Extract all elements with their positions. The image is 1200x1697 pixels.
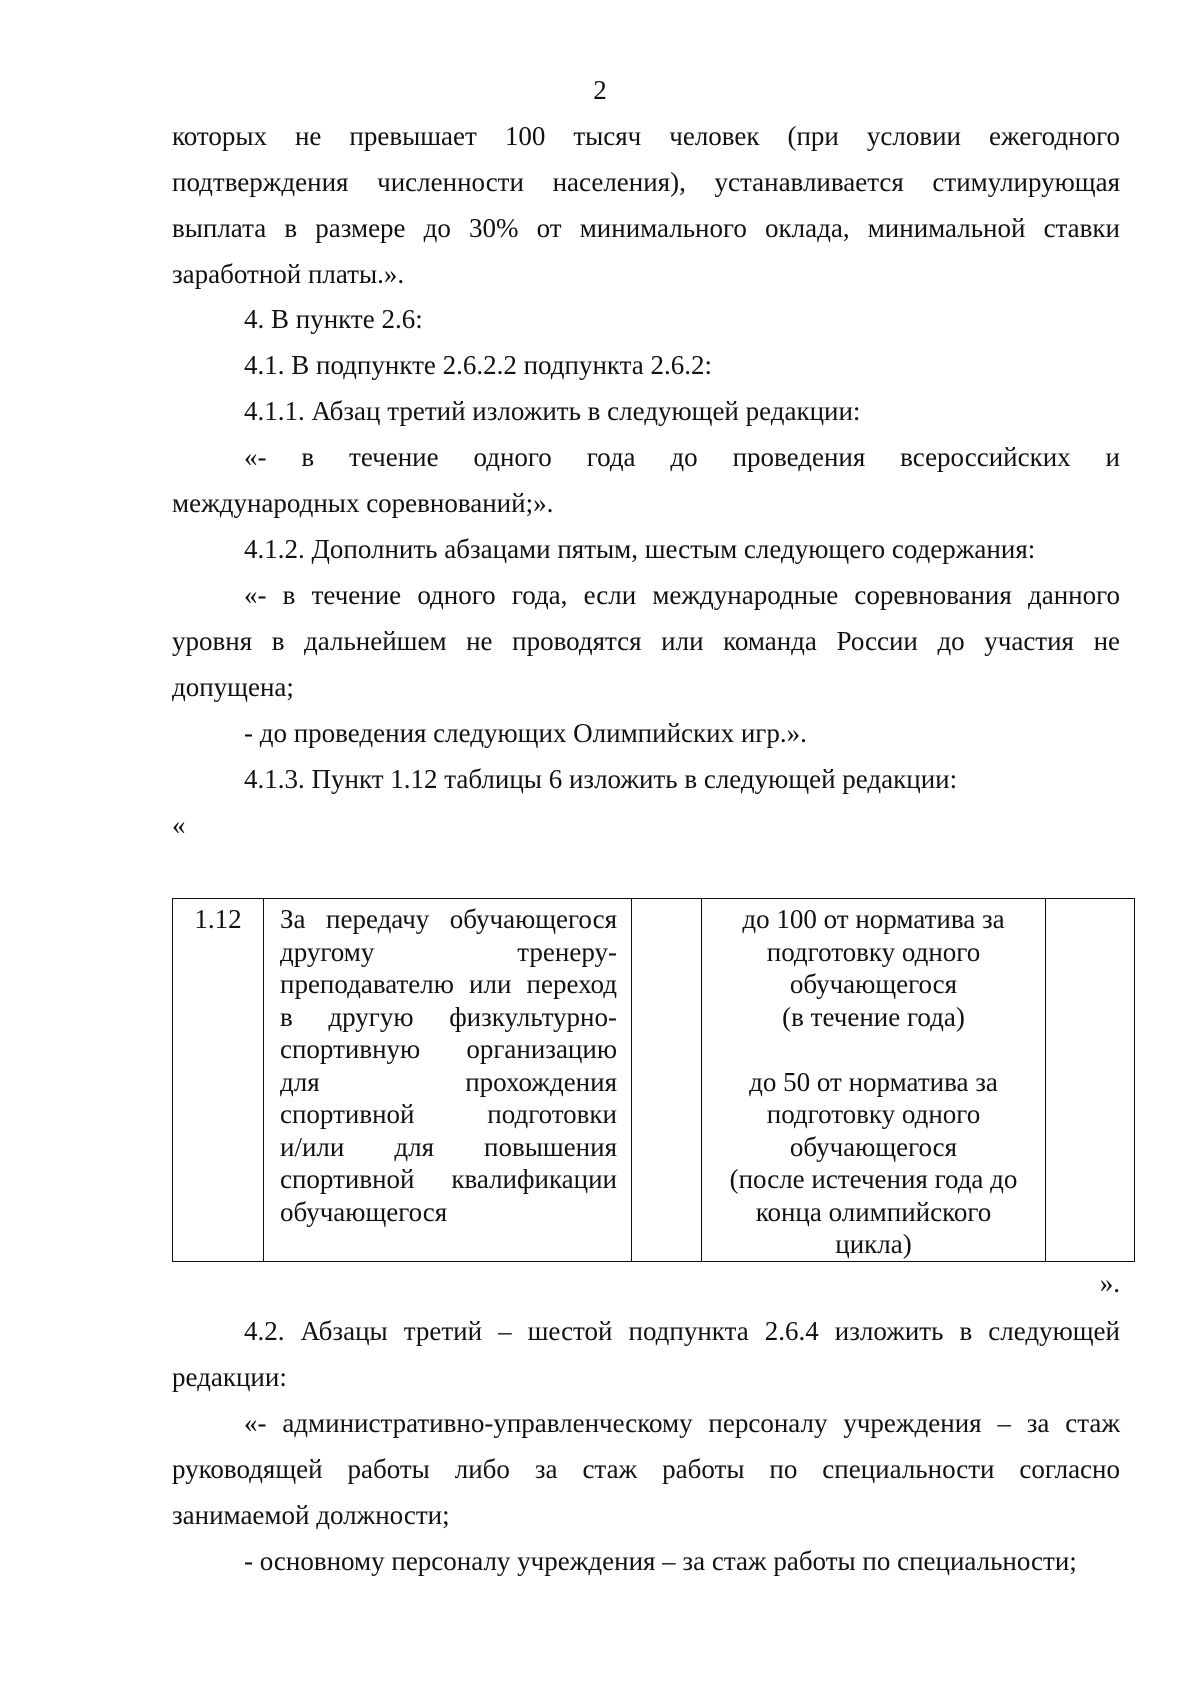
description-line: для прохождения <box>280 1066 617 1097</box>
description-line: За передачу обучающегося <box>280 904 617 934</box>
description-line: и/или для повышения <box>280 1131 617 1162</box>
description-line: обучающегося <box>280 1196 448 1227</box>
amount-line: (в течение года) <box>782 1001 965 1032</box>
quote-open: « <box>172 810 186 840</box>
description-line: спортивной подготовки <box>280 1099 617 1129</box>
paragraph-line: «- в течение одного года, если международные соревнования данного <box>244 580 1120 610</box>
paragraph-line: подтверждения численности населения), устанавливается стимулирующая <box>172 167 1120 197</box>
item-number-cell <box>173 899 264 1262</box>
paragraph-line: заработной платы.». <box>172 259 405 289</box>
paragraph-line: руководящей работы либо за стаж работы по специальности согласно <box>172 1454 1120 1484</box>
amount-line: цикла) <box>835 1229 912 1259</box>
description-line: другому тренеру- <box>280 936 617 967</box>
description-line: в другую физкультурно- <box>280 1001 617 1032</box>
amount-line: обучающегося <box>789 1131 958 1162</box>
item-number: 1.12 <box>194 904 242 934</box>
amount-line: конца олимпийского <box>755 1196 992 1227</box>
paragraph-heading: 4.1.3. Пункт 1.12 таблицы 6 изложить в следующей редакции: <box>244 764 958 794</box>
amount-line: подготовку одного <box>766 1099 981 1129</box>
amount-line: до 100 от норматива за <box>742 904 1005 934</box>
paragraph-line: 4.2. Абзацы третий – шестой подпункта 2.6.4 изложить в следующей <box>244 1316 1120 1346</box>
paragraph-line: «- административно-управленческому персоналу учреждения – за стаж <box>244 1408 1120 1438</box>
empty-cell <box>632 899 702 1262</box>
page-number: 2 <box>593 75 607 105</box>
amount-line: (после истечения года до <box>729 1164 1018 1194</box>
paragraph-heading: 4.1.2. Дополнить абзацами пятым, шестым следующего содержания: <box>244 534 1036 564</box>
paragraph-line: выплата в размере до 30% от минимального оклада, минимальной ставки <box>172 213 1120 243</box>
paragraph-line: редакции: <box>172 1362 287 1392</box>
paragraph-heading: 4.1. В подпункте 2.6.2.2 подпункта 2.6.2: <box>244 350 713 380</box>
paragraph-line: - основному персоналу учреждения – за стаж работы по специальности; <box>244 1546 1077 1576</box>
amount-line: до 50 от норматива за <box>749 1066 998 1097</box>
amount-line: подготовку одного <box>766 936 981 967</box>
quote-close: ». <box>1099 1268 1120 1298</box>
amount-cell <box>702 899 1046 1262</box>
paragraph-line: занимаемой должности; <box>172 1500 450 1530</box>
paragraph-heading: 4.1.1. Абзац третий изложить в следующей редакции: <box>244 396 861 426</box>
paragraph-line: международных соревнований;». <box>172 488 554 518</box>
paragraph-heading: 4. В пункте 2.6: <box>244 304 423 334</box>
empty-cell <box>1046 899 1135 1262</box>
spacer <box>702 1033 1045 1066</box>
paragraph-line: «- в течение одного года до проведения всероссийских и <box>244 442 1120 472</box>
paragraph-line: которых не превышает 100 тысяч человек (при условии ежегодного <box>172 121 1120 151</box>
description-line: спортивной квалификации <box>280 1164 617 1194</box>
paragraph-line: уровня в дальнейшем не проводятся или команда России до участия не <box>172 626 1120 656</box>
description-cell <box>264 899 632 1262</box>
table-6-item-1-12 <box>172 898 1135 1262</box>
paragraph-line: допущена; <box>172 672 294 702</box>
table-row <box>173 899 1135 1262</box>
description-line: спортивную организацию <box>280 1034 617 1064</box>
description-line: преподавателю или переход <box>280 969 617 999</box>
amount-line: обучающегося <box>789 969 958 999</box>
paragraph-line: - до проведения следующих Олимпийских игр.». <box>244 718 807 748</box>
